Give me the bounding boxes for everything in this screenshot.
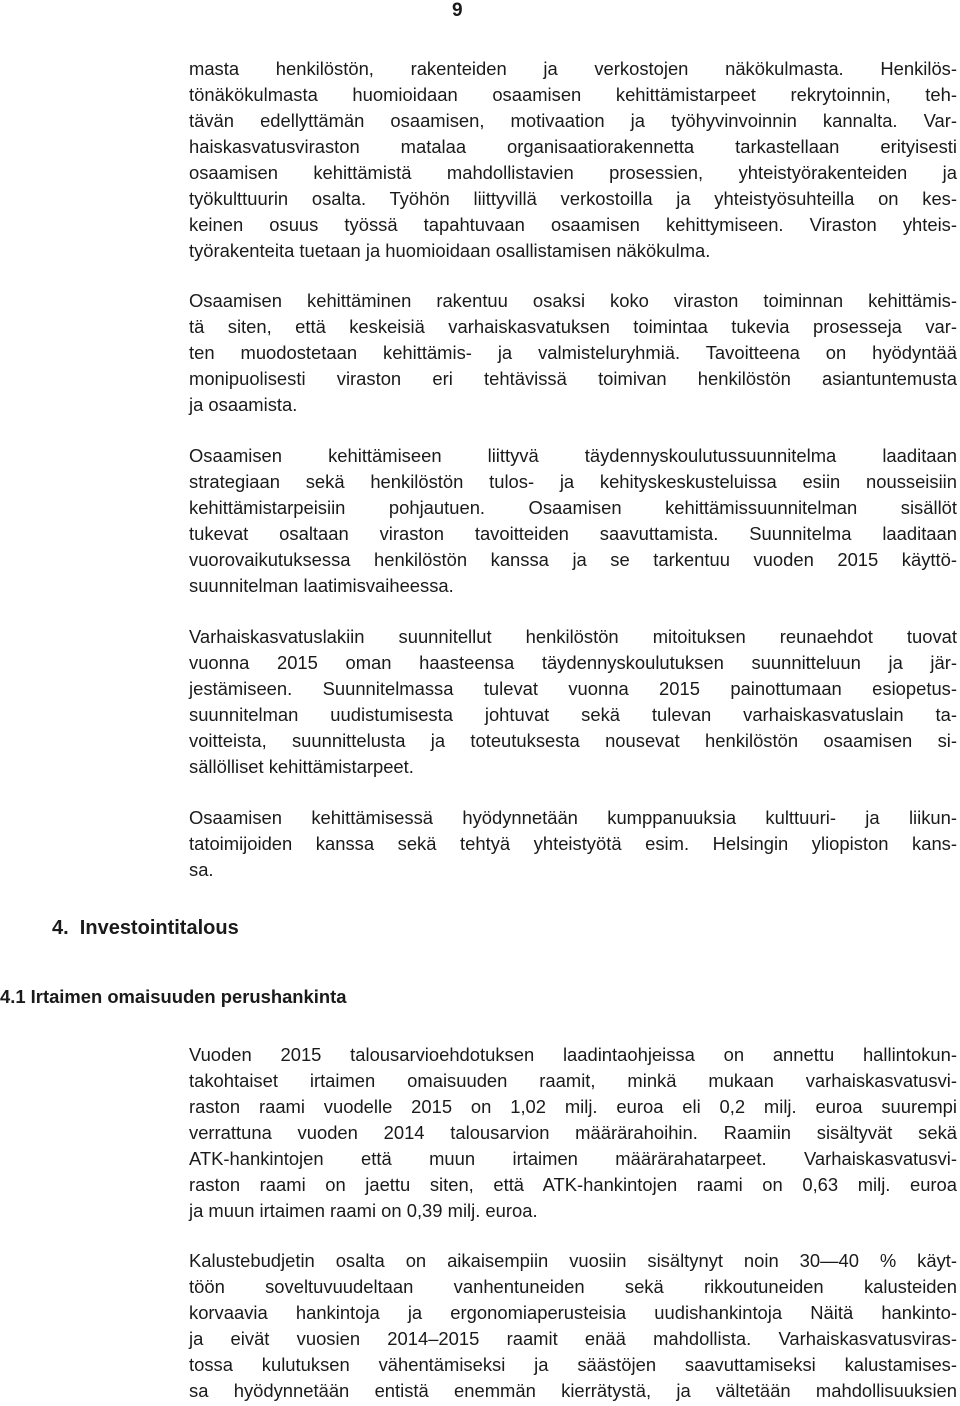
text-line: kehittämistarpeisiin pohjautuen. Osaamisen kehittämissuunnitelman sisällöt — [189, 497, 957, 518]
page-number: 9 — [452, 0, 463, 21]
text-line: vuorovaikutuksessa henkilöstön kanssa ja se tarkentuu vuoden 2015 käyttö- — [189, 549, 957, 570]
paragraph-6 — [189, 1042, 957, 1224]
text-line: korvaavia hankintoja ja ergonomiaperusteisia uudishankintoja Näitä hankinto- — [189, 1302, 957, 1323]
text-line: tä siten, että keskeisiä varhaiskasvatuksen toimintaa tukevia prosesseja var- — [189, 316, 957, 337]
text-line: ja eivät vuosien 2014–2015 raamit enää mahdollista. Varhaiskasvatusviras- — [189, 1328, 957, 1349]
text-line: verrattuna vuoden 2014 talousarvion määrärahoihin. Raamiin sisältyvät sekä — [189, 1122, 957, 1143]
text-line: ATK-hankintojen että muun irtaimen määrärahatarpeet. Varhaiskasvatusvi- — [189, 1148, 957, 1169]
subsection-heading: 4.1 Irtaimen omaisuuden perushankinta — [0, 986, 347, 1007]
text-line: strategiaan sekä henkilöstön tulos- ja kehityskeskusteluissa esiin nousseisiin — [189, 471, 957, 492]
text-line: Varhaiskasvatuslakiin suunnitellut henkilöstön mitoituksen reunaehdot tuovat — [189, 626, 957, 647]
text-line: monipuolisesti viraston eri tehtävissä toimivan henkilöstön asiantuntemusta — [189, 368, 957, 389]
text-line: sa. — [189, 859, 214, 880]
text-line: Vuoden 2015 talousarvioehdotuksen laadintaohjeissa on annettu hallintokun- — [189, 1044, 957, 1065]
text-line: tönäkökulmasta huomioidaan osaamisen kehittämistarpeet rekrytoinnin, teh- — [189, 84, 957, 105]
text-line: Osaamisen kehittämisessä hyödynnetään kumppanuuksia kulttuuri- ja liikun- — [189, 807, 957, 828]
text-line: keinen osuus työssä tapahtuvaan osaamisen kehittymiseen. Viraston yhteis- — [189, 214, 957, 235]
text-line: takohtaiset irtaimen omaisuuden raamit, minkä mukaan varhaiskasvatusvi- — [189, 1070, 957, 1091]
paragraph-7 — [189, 1248, 957, 1404]
text-line: raston raami vuodelle 2015 on 1,02 milj. euroa eli 0,2 milj. euroa suurempi — [189, 1096, 957, 1117]
text-line: suunnitelman uudistumisesta johtuvat sekä tulevan varhaiskasvatuslain ta- — [189, 704, 957, 725]
paragraph-1 — [189, 56, 957, 264]
text-line: tossa kulutuksen vähentämiseksi ja säästöjen saavuttamiseksi kalustamises- — [189, 1354, 957, 1375]
section-heading: 4. Investointitalous — [52, 917, 239, 939]
text-line: työrakenteita tuetaan ja huomioidaan osallistamisen näkökulma. — [189, 240, 711, 261]
text-line: työkulttuurin osalta. Työhön liittyvillä verkostoilla ja yhteistyösuhteilla on kes- — [189, 188, 957, 209]
paragraph-5 — [189, 805, 957, 883]
text-line: osaamisen kehittämistä mahdollistavien prosessien, yhteistyörakenteiden ja — [189, 162, 957, 183]
text-line: töön soveltuvuudeltaan vanhentuneiden sekä rikkoutuneiden kalusteiden — [189, 1276, 957, 1297]
paragraph-3 — [189, 443, 957, 599]
text-line: raston raami on jaettu siten, että ATK-hankintojen raami on 0,63 milj. euroa — [189, 1174, 957, 1195]
text-line: vuonna 2015 oman haasteensa täydennyskoulutuksen suunnitteluun ja jär- — [189, 652, 957, 673]
paragraph-4 — [189, 624, 957, 780]
text-line: haiskasvatusviraston matalaa organisaatiorakennetta tarkastellaan erityisesti — [189, 136, 957, 157]
text-line: masta henkilöstön, rakenteiden ja verkostojen näkökulmasta. Henkilös- — [189, 58, 957, 79]
text-line: sa hyödynnetään entistä enemmän kierrätystä, ja vältetään mahdollisuuksien — [189, 1380, 957, 1401]
text-line: Kalustebudjetin osalta on aikaisempiin vuosiin sisältynyt noin 30—40 % käyt- — [189, 1250, 957, 1271]
text-line: Osaamisen kehittäminen rakentuu osaksi koko viraston toiminnan kehittämis- — [189, 290, 957, 311]
text-line: tukevat osaltaan viraston tavoitteiden saavuttamista. Suunnitelma laaditaan — [189, 523, 957, 544]
paragraph-2 — [189, 288, 957, 418]
text-line: voitteista, suunnittelusta ja toteutuksesta nousevat henkilöstön osaamisen si- — [189, 730, 957, 751]
text-line: sällölliset kehittämistarpeet. — [189, 756, 414, 777]
text-line: jestämiseen. Suunnitelmassa tulevat vuonna 2015 painottumaan esiopetus- — [189, 678, 957, 699]
text-line: ten muodostetaan kehittämis- ja valmisteluryhmiä. Tavoitteena on hyödyntää — [189, 342, 957, 363]
text-line: tatoimijoiden kanssa sekä tehtyä yhteistyötä esim. Helsingin yliopiston kans- — [189, 833, 957, 854]
text-line: ja osaamista. — [189, 394, 298, 415]
text-line: Osaamisen kehittämiseen liittyvä täydennyskoulutussuunnitelma laaditaan — [189, 445, 957, 466]
text-line: ja muun irtaimen raami on 0,39 milj. euroa. — [189, 1200, 538, 1221]
text-line: tävän edellyttämän osaamisen, motivaation ja työhyvinvoinnin kannalta. Var- — [189, 110, 957, 131]
text-line: suunnitelman laatimisvaiheessa. — [189, 575, 454, 596]
